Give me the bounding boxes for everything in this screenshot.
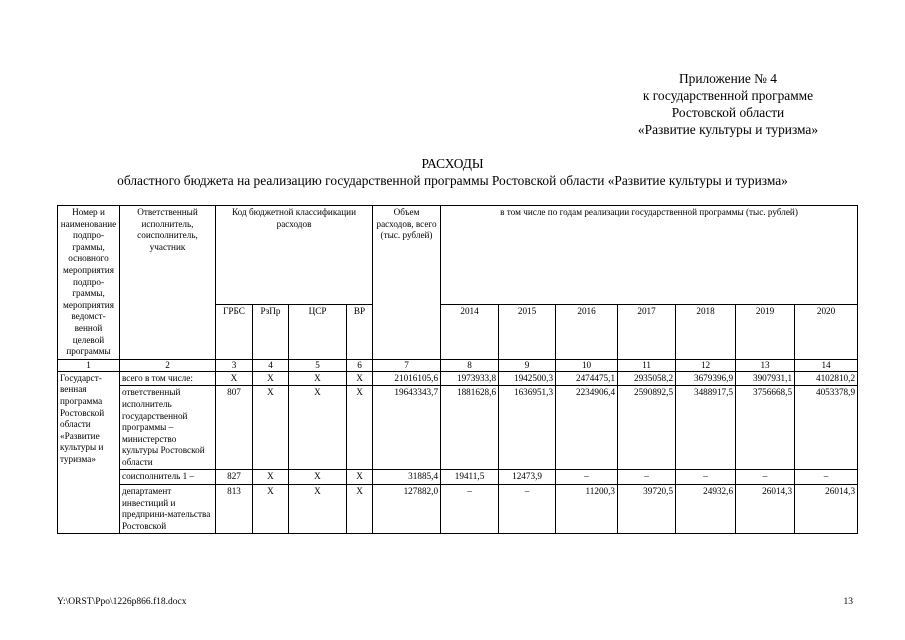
column-number: 14 — [795, 359, 858, 371]
vr-cell: X — [347, 470, 373, 485]
year-cell: 24932,6 — [676, 485, 736, 534]
year-cell: – — [499, 485, 556, 534]
year-cell: 2474475,1 — [556, 371, 618, 386]
year-cell: – — [618, 470, 676, 485]
year-cell: – — [736, 470, 795, 485]
year-cell: 4053378,9 — [795, 386, 858, 470]
header-budget-code: Код бюджетной классификации расходов — [216, 206, 373, 305]
program-name: Государст-венная программа Ростовской области «Развитие культуры и туризма» — [58, 371, 120, 534]
column-number-row — [58, 359, 858, 371]
year-cell: 3488917,5 — [676, 386, 736, 470]
column-number: 2 — [120, 359, 216, 371]
header-total: Объем расходов, всего (тыс. рублей) — [373, 206, 441, 360]
year-cell: 2935058,2 — [618, 371, 676, 386]
header-executor: Ответственный исполнитель, соисполнитель, участник — [120, 206, 216, 360]
grbs-cell: 813 — [216, 485, 253, 534]
header-year: 2016 — [556, 304, 618, 359]
grbs-cell: 827 — [216, 470, 253, 485]
footer-page-number: 13 — [843, 597, 853, 607]
grbs-cell: 807 — [216, 386, 253, 470]
vr-cell: X — [347, 371, 373, 386]
csr-cell: X — [289, 470, 347, 485]
appendix-line: к государственной программе — [642, 88, 814, 103]
executor-cell: ответственный исполнитель государственной программы – министерство культуры Ростовской области — [120, 386, 216, 470]
year-cell: – — [795, 470, 858, 485]
header-row — [58, 206, 858, 305]
column-number: 9 — [499, 359, 556, 371]
column-number: 7 — [373, 359, 441, 371]
header-year: 2020 — [795, 304, 858, 359]
rzpr-cell: X — [253, 485, 289, 534]
year-cell: 39720,5 — [618, 485, 676, 534]
header-rzpr: РзПр — [253, 304, 289, 359]
rzpr-cell: X — [253, 371, 289, 386]
header-year: 2018 — [676, 304, 736, 359]
column-number: 1 — [58, 359, 120, 371]
year-cell: 26014,3 — [795, 485, 858, 534]
column-number: 3 — [216, 359, 253, 371]
header-year: 2017 — [618, 304, 676, 359]
total-cell: 21016105,6 — [373, 371, 441, 386]
grbs-cell: X — [216, 371, 253, 386]
document-title — [0, 155, 905, 189]
total-cell: 19643343,7 — [373, 386, 441, 470]
csr-cell: X — [289, 485, 347, 534]
appendix-header — [603, 70, 853, 138]
header-vr: ВР — [347, 304, 373, 359]
table-row — [58, 485, 858, 534]
year-cell: – — [676, 470, 736, 485]
rzpr-cell: X — [253, 386, 289, 470]
year-cell: 2590892,5 — [618, 386, 676, 470]
header-year: 2019 — [736, 304, 795, 359]
column-number: 12 — [676, 359, 736, 371]
title-main: РАСХОДЫ — [421, 156, 484, 171]
year-cell: 2234906,4 — [556, 386, 618, 470]
year-cell: 1973933,8 — [441, 371, 499, 386]
vr-cell: X — [347, 485, 373, 534]
year-cell: 1881628,6 — [441, 386, 499, 470]
executor-cell: всего в том числе: — [120, 371, 216, 386]
expenses-table — [57, 205, 858, 534]
year-cell: – — [441, 485, 499, 534]
header-year: 2015 — [499, 304, 556, 359]
vr-cell: X — [347, 386, 373, 470]
year-cell: 3907931,1 — [736, 371, 795, 386]
year-cell: 1636951,3 — [499, 386, 556, 470]
csr-cell: X — [289, 386, 347, 470]
year-cell: 19411,5 — [441, 470, 499, 485]
column-number: 8 — [441, 359, 499, 371]
table-row — [58, 386, 858, 470]
appendix-line: Ростовской области — [671, 105, 785, 120]
year-cell: – — [556, 470, 618, 485]
header-csr: ЦСР — [289, 304, 347, 359]
column-number: 6 — [347, 359, 373, 371]
header-grbs: ГРБС — [216, 304, 253, 359]
column-number: 4 — [253, 359, 289, 371]
appendix-line: Приложение № 4 — [678, 71, 778, 86]
year-cell: 1942500,3 — [499, 371, 556, 386]
column-number: 11 — [618, 359, 676, 371]
column-number: 10 — [556, 359, 618, 371]
title-sub: областного бюджета на реализацию государственной программы Ростовской области «Развитие культуры и туризма» — [117, 173, 788, 188]
header-by-years: в том числе по годам реализации государственной программы (тыс. рублей) — [441, 206, 858, 305]
footer-file-path: Y:\ORST\Ppo\1226p866.f18.docx — [57, 597, 187, 607]
executor-cell: департамент инвестиций и предприни-мательства Ростовской — [120, 485, 216, 534]
table-row — [58, 470, 858, 485]
header-number-name: Номер и наименование подпро-граммы, основного мероприятия подпро-граммы, мероприятия ведомст-венной целевой программы — [58, 206, 120, 360]
year-cell: 11200,3 — [556, 485, 618, 534]
year-cell: 4102810,2 — [795, 371, 858, 386]
appendix-line: «Развитие культуры и туризма» — [637, 122, 819, 137]
executor-cell: соисполнитель 1 – — [120, 470, 216, 485]
year-cell: 3756668,5 — [736, 386, 795, 470]
column-number: 5 — [289, 359, 347, 371]
header-year: 2014 — [441, 304, 499, 359]
rzpr-cell: X — [253, 470, 289, 485]
year-cell: 26014,3 — [736, 485, 795, 534]
total-cell: 127882,0 — [373, 485, 441, 534]
csr-cell: X — [289, 371, 347, 386]
table-row — [58, 371, 858, 386]
total-cell: 31885,4 — [373, 470, 441, 485]
column-number: 13 — [736, 359, 795, 371]
year-cell: 3679396,9 — [676, 371, 736, 386]
year-cell: 12473,9 — [499, 470, 556, 485]
